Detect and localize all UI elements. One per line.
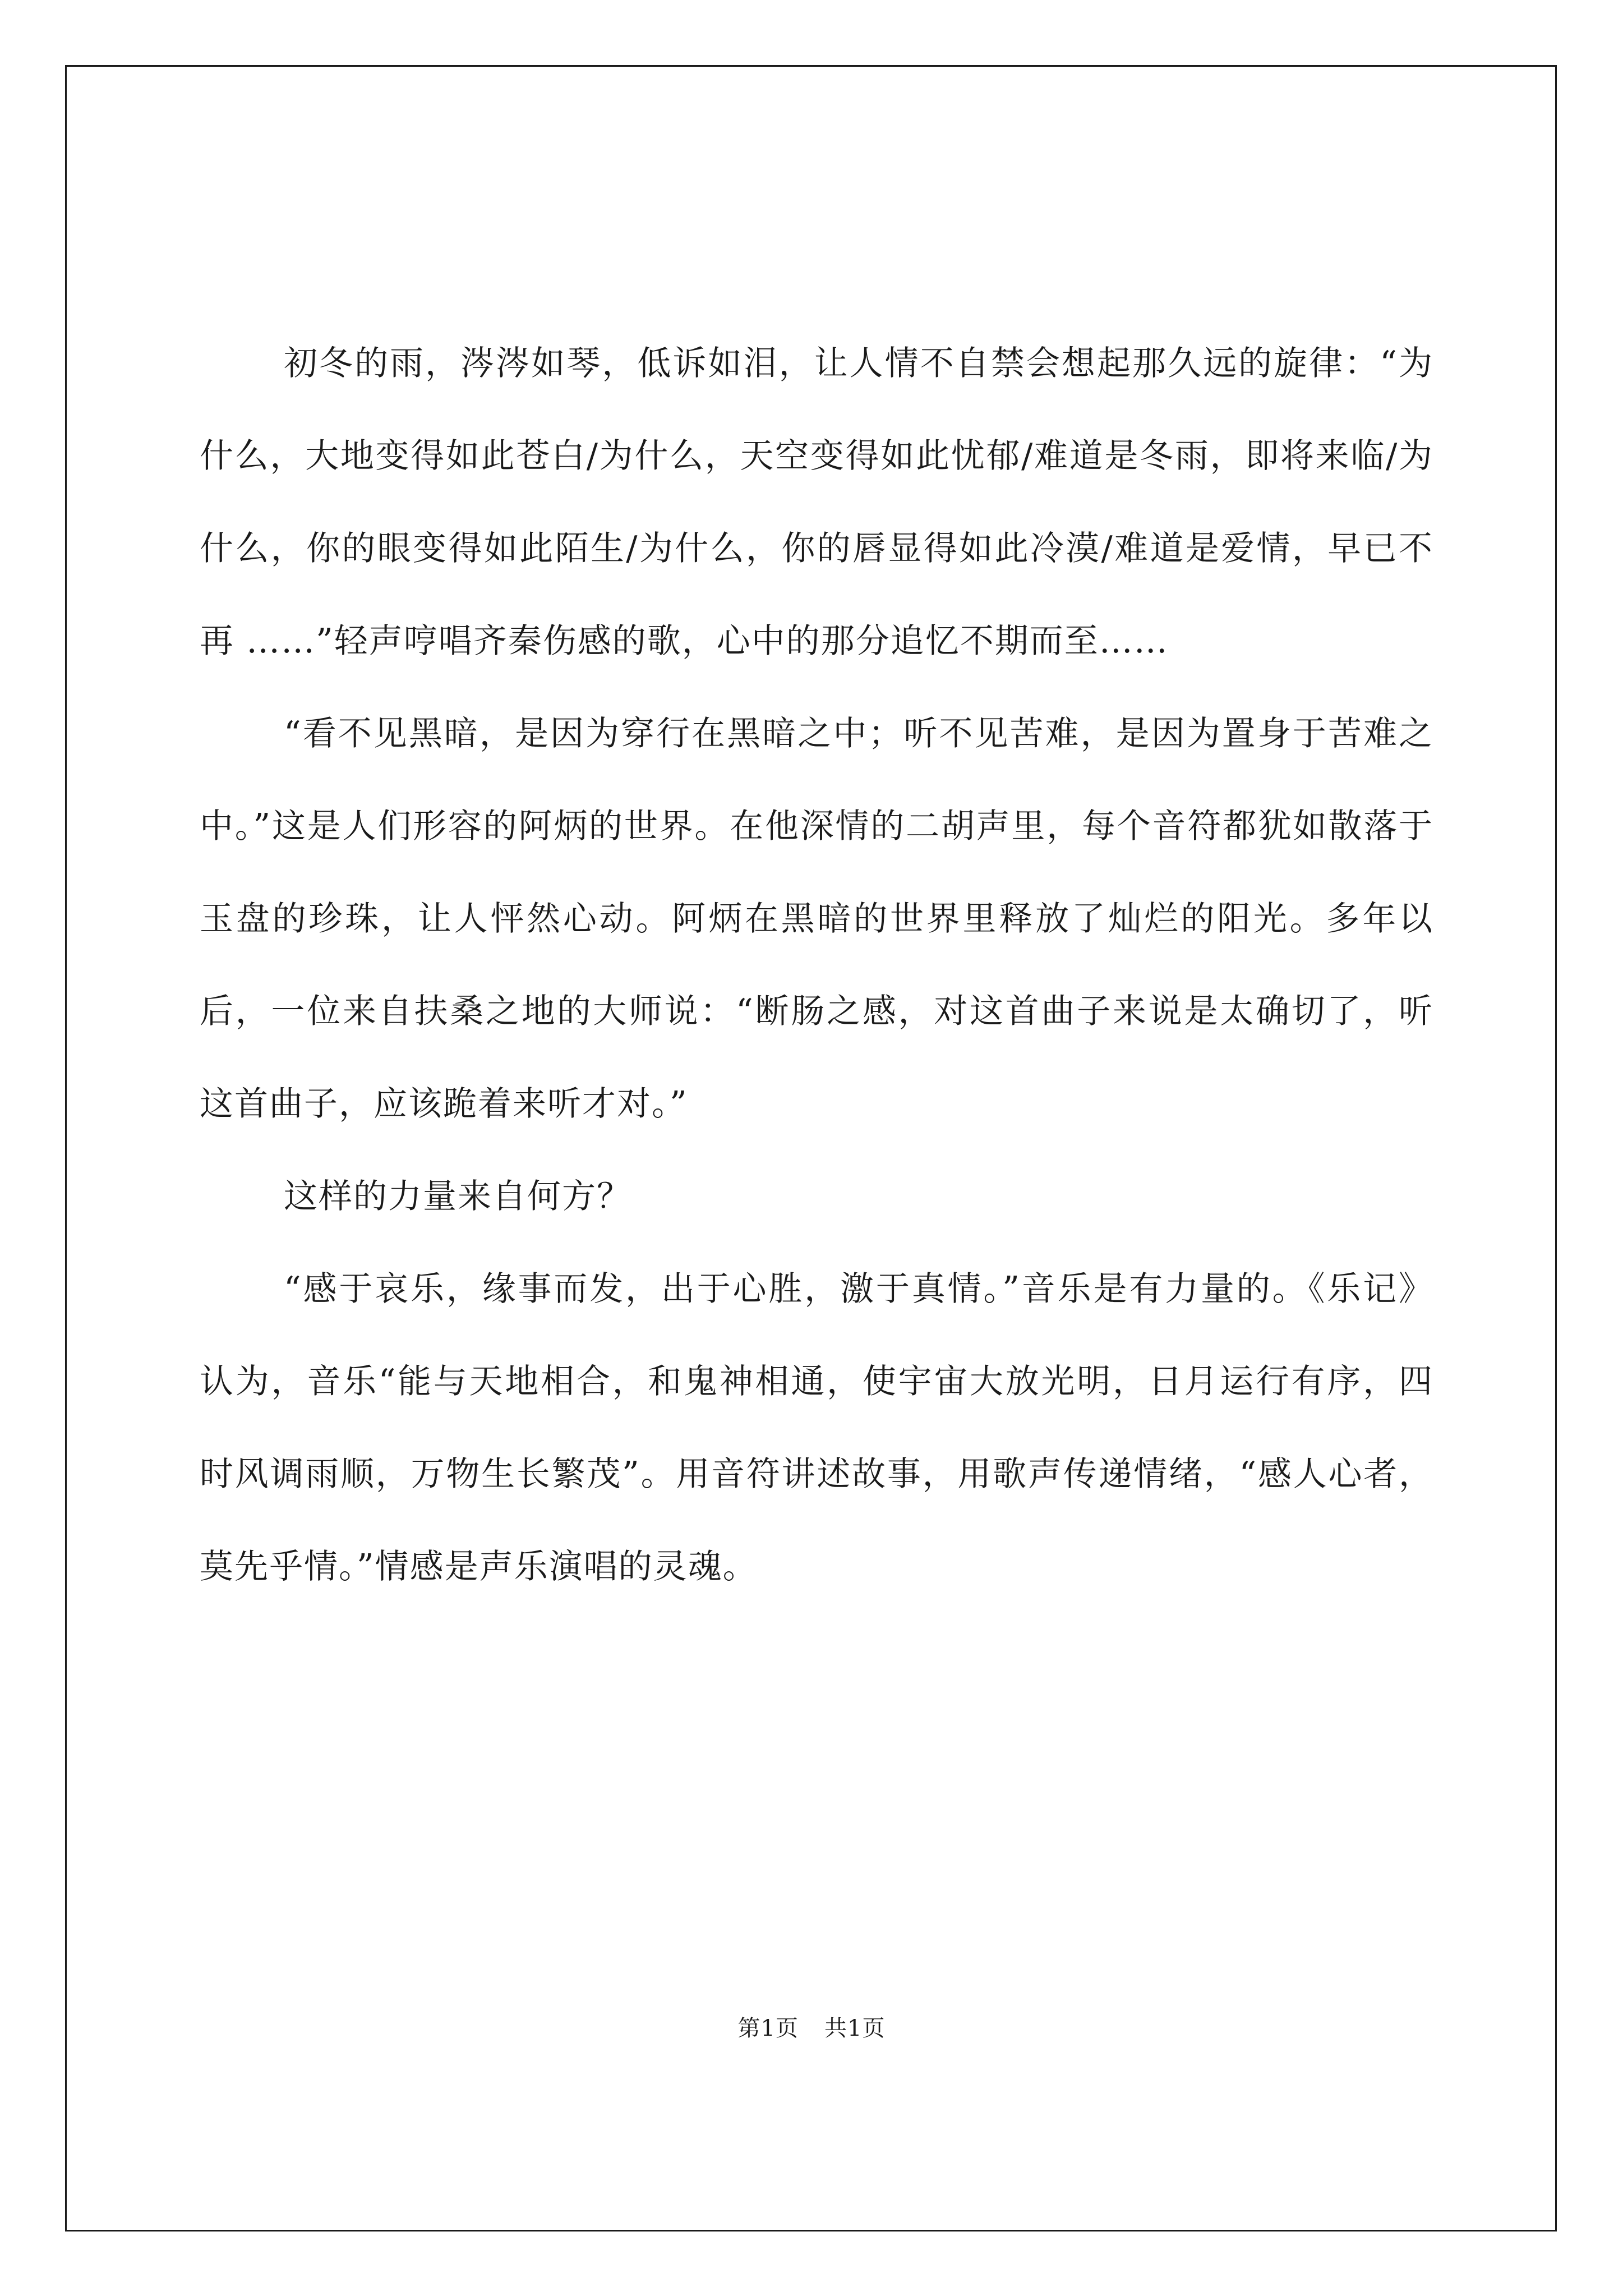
page-number: 第1页 xyxy=(737,2016,799,2041)
page-total: 共1页 xyxy=(824,2016,886,2041)
paragraph-2: “看不见黑暗，是因为穿行在黑暗之中；听不见苦难，是因为置身于苦难之中。”这是人们形容的阿炳的世界。在他深情的二胡声里，每个音符都犹如散落于玉盘的珍珠，让人怦然心动。阿炳在黑暗的世界里释放了灿烂的阳光。多年以后，一位来自扶桑之地的大师说：“断肠之感，对这首曲子来说是太确切了，听这首曲子，应该跪着来听才对。” xyxy=(200,714,1433,1124)
paragraph-4: “感于哀乐，缘事而发，出于心胜，激于真情。”音乐是有力量的。《乐记》认为，音乐“能与天地相合，和鬼神相通，使宇宙大放光明，日月运行有序，四时风调雨顺，万物生长繁茂”。用音符讲述故事，用歌声传递情绪，“感人心者，莫先乎情。”情感是声乐演唱的灵魂。 xyxy=(200,1269,1433,1586)
paragraph-3: 这样的力量来自何方？ xyxy=(284,1177,631,1216)
document-body xyxy=(200,318,1433,1613)
page-footer xyxy=(0,2010,1623,2042)
paragraph-1: 初冬的雨，涔涔如琴，低诉如泪，让人情不自禁会想起那久远的旋律：“为什么，大地变得如此苍白/为什么，天空变得如此忧郁/难道是冬雨，即将来临/为什么，你的眼变得如此陌生/为什么，你的唇显得如此冷漠/难道是爱情，早已不再 ……”轻声哼唱齐秦伤感的歌，心中的那分追忆不期而至…… xyxy=(200,344,1433,661)
